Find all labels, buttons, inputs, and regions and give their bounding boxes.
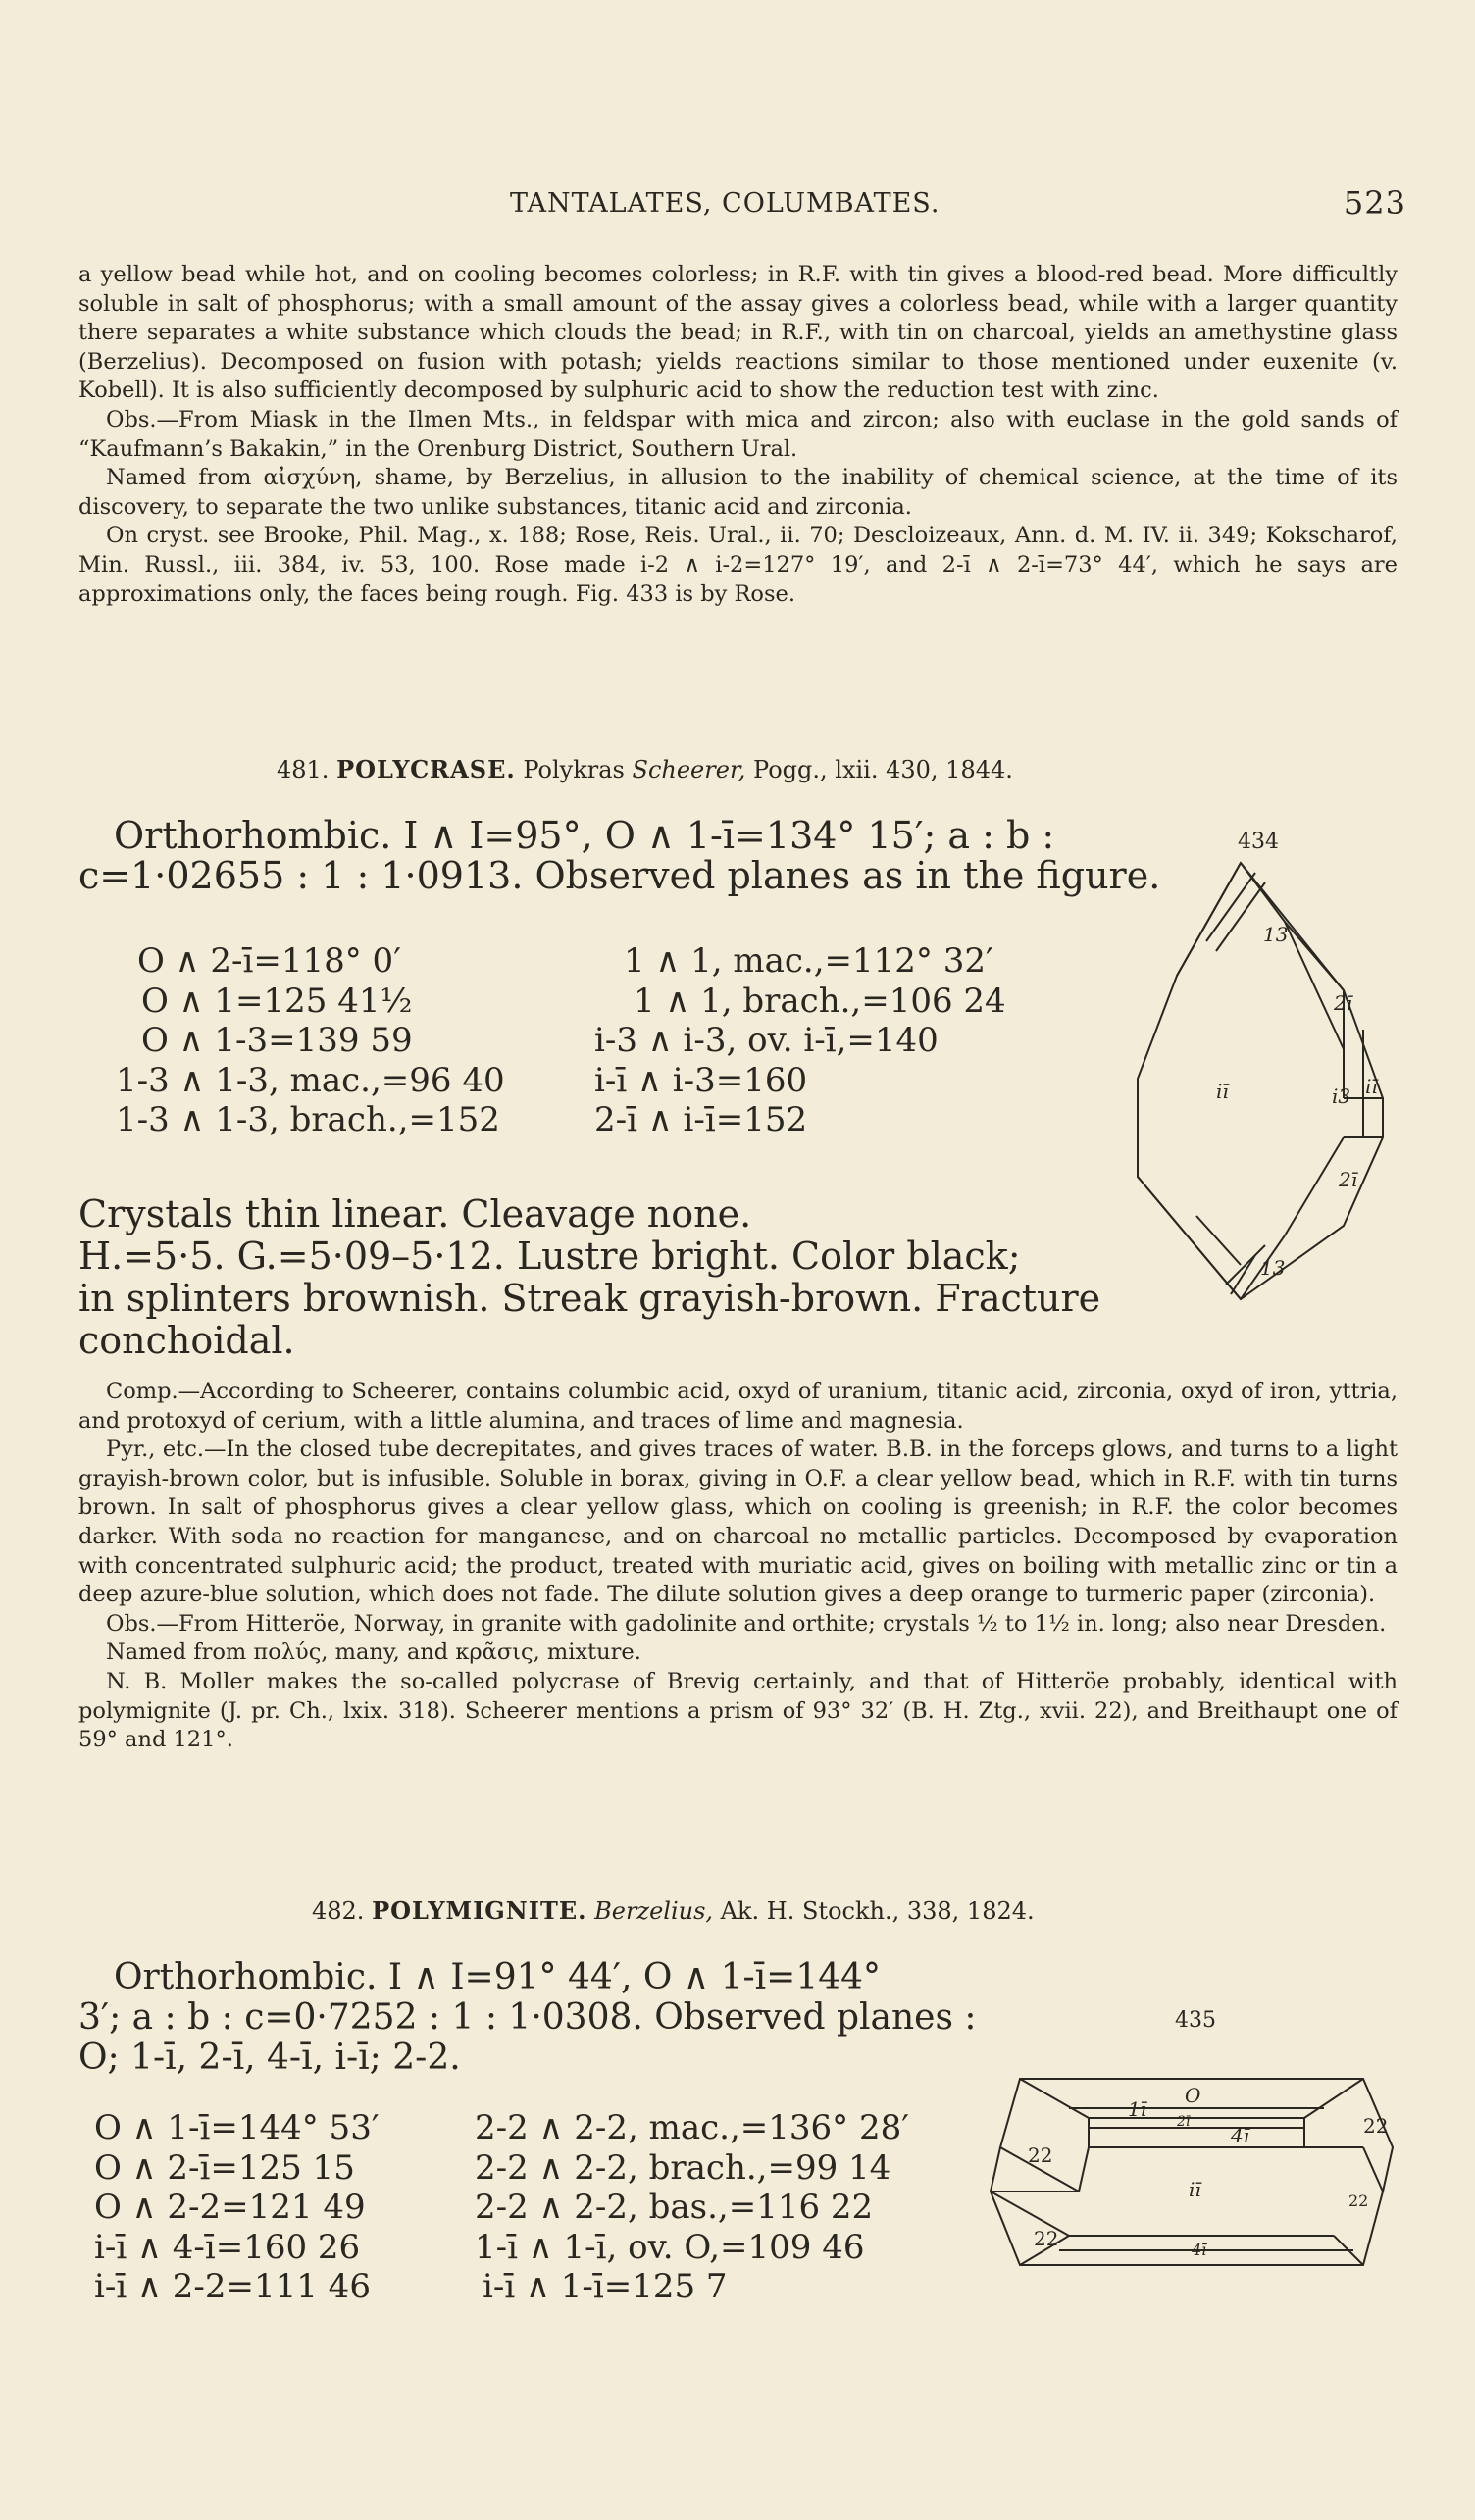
angle-entry: 1-ī ∧ 1-ī, ov. O,=109 46 [475, 2227, 865, 2267]
paragraph: Named from αἰσχύνη, shame, by Berzelius, in allusion to the inability of chemical science, at the time of its discovery, to separate the two unlike substances, titanic acid and zirconia. [78, 465, 1398, 520]
face-label: 22 [1348, 2192, 1369, 2210]
paragraph: Obs.—From Hitteröe, Norway, in granite with gadolinite and orthite; crystals ½ to 1½ in. long; also near Dresden. [106, 1610, 1387, 1637]
angle-entry: O ∧ 1-3=139 59 [141, 1021, 413, 1060]
angle-table-right [594, 941, 1006, 1140]
paragraph: Comp.—According to Scheerer, contains columbic acid, oxyd of uranium, titanic acid, zirconia, oxyd of iron, yttria, and protoxyd of cerium, with a little alumina, and traces of lime and magnesia. [78, 1379, 1398, 1434]
crystal-figure-434 [1118, 853, 1412, 1314]
description-line: Crystals thin linear. Cleavage none. [78, 1192, 752, 1235]
crystal-outline [1138, 863, 1383, 1299]
page-header [78, 184, 1406, 224]
crystal-figure-435 [981, 2059, 1402, 2285]
figure-number: 434 [1238, 830, 1279, 854]
author: Berzelius, [594, 1897, 714, 1925]
physical-description [78, 1193, 1100, 1362]
section-number: 482. [312, 1897, 365, 1925]
running-title: TANTALATES, COLUMBATES. [510, 188, 941, 219]
angle-entry: 1 ∧ 1, mac.,=112° 32′ [624, 941, 993, 981]
angle-entry: i-ī ∧ i-3=160 [594, 1060, 808, 1100]
angle-entry: i-ī ∧ 1-ī=125 7 [483, 2267, 728, 2306]
face-label: 2ī [1334, 991, 1353, 1015]
angle-entry: O ∧ 2-2=121 49 [94, 2188, 366, 2227]
face-label: 13 [1260, 1256, 1286, 1280]
face-label: 4ī [1192, 2241, 1207, 2259]
polycrase-notes [78, 1378, 1398, 1755]
face-label: O [1185, 2084, 1201, 2107]
angle-entry: O ∧ 2-ī=125 15 [94, 2147, 355, 2188]
angle-entry: O ∧ 1=125 41½ [141, 981, 413, 1021]
description-line: conchoidal. [78, 1319, 295, 1362]
angle-table-left [94, 2108, 380, 2307]
angle-entry: i-ī ∧ 2-2=111 46 [94, 2267, 371, 2306]
paragraph: Obs.—From Miask in the Ilmen Mts., in feldspar with mica and zircon; also with euclase in the gold sands of “Kaufmann’s Bakakin,” in the Orenburg District, Southern Ural. [78, 406, 1398, 462]
face-label: 4ī [1231, 2124, 1250, 2147]
aeschynite-continuation [78, 261, 1398, 609]
author: Scheerer, [632, 756, 746, 783]
angle-entry: 2-2 ∧ 2-2, brach.,=99 14 [475, 2147, 891, 2188]
angle-entry: i-3 ∧ i-3, ov. i-ī,=140 [594, 1021, 939, 1060]
section-title-polymignite [312, 1896, 1035, 1925]
crystal-system-line: Orthorhombic. I ∧ I=91° 44′, O ∧ 1-ī=144° [114, 1957, 882, 1997]
mineral-name: POLYCRASE. [336, 755, 516, 783]
angle-entry: 1 ∧ 1, brach.,=106 24 [634, 981, 1006, 1021]
face-label: 1ī [1128, 2097, 1147, 2121]
reference: Ak. H. Stockh., 338, 1824. [720, 1897, 1035, 1925]
angle-entry: 1-3 ∧ 1-3, brach.,=152 [116, 1100, 500, 1139]
angle-entry: 2-ī ∧ i-ī=152 [594, 1100, 808, 1139]
face-label: 22 [1028, 2143, 1053, 2167]
synonym: Polykras [523, 756, 625, 783]
paragraph: a yellow bead while hot, and on cooling becomes colorless; in R.F. with tin gives a blood-red bead. More difficultly soluble in salt of phosphorus; with a small amount of the assay gives a colorless bead, while with a larger quantity there separates a white substance which clouds the bead; in R.F., with tin on charcoal, yields an amethystine glass (Berzelius). Decomposed on fusion with potash; yields reactions similar to those mentioned under euxenite (v. Kobell). It is also sufficiently decomposed by sulphuric acid to show the reduction test with zinc. [78, 262, 1398, 404]
angle-table-right [475, 2108, 909, 2307]
angle-entry: O ∧ 2-ī=118° 0′ [137, 941, 401, 981]
section-title-polycrase [277, 755, 1013, 783]
angle-entry: O ∧ 1-ī=144° 53′ [94, 2108, 380, 2147]
face-label: 13 [1263, 923, 1289, 946]
planes-line: O; 1-ī, 2-ī, 4-ī, i-ī; 2-2. [78, 2038, 461, 2078]
face-label: 2ī [1339, 1168, 1358, 1191]
angle-table-left [116, 941, 505, 1140]
face-label: iī [1365, 1075, 1378, 1098]
crystal-system-line: Orthorhombic. I ∧ I=95°, O ∧ 1-ī=134° 15′; a : b : [114, 814, 1055, 857]
figure-number: 435 [1175, 2008, 1216, 2033]
section-number: 481. [277, 756, 330, 783]
face-label: i3 [1332, 1084, 1351, 1108]
angle-entry: 2-2 ∧ 2-2, bas.,=116 22 [475, 2188, 874, 2227]
description-line: H.=5·5. G.=5·09–5·12. Lustre bright. Color black; [78, 1235, 1021, 1278]
face-label: iī [1189, 2178, 1201, 2201]
paragraph: N. B. Moller makes the so-called polycrase of Brevig certainly, and that of Hitteröe probably, identical with polymignite (J. pr. Ch., lxix. 318). Scheerer mentions a prism of 93° 32′ (B. H. Ztg., xvii. 22), and Breithaupt one of 59° and 121°. [78, 1668, 1398, 1753]
description-line: in splinters brownish. Streak grayish-brown. Fracture [78, 1277, 1101, 1320]
paragraph: On cryst. see Brooke, Phil. Mag., x. 188; Rose, Reis. Ural., ii. 70; Descloizeaux, Ann. d. M. IV. ii. 349; Kokscharof, Min. Russl., iii. 384, iv. 53, 100. Rose made i-2 ∧ i-2=127° 19′, and 2-ī ∧ 2-ī=73° 44′, which he says are approximations only, the faces being rough. Fig. 433 is by Rose. [78, 523, 1398, 607]
paragraph: Pyr., etc.—In the closed tube decrepitates, and gives traces of water. B.B. in the forceps glows, and turns to a light grayish-brown color, but is infusible. Soluble in borax, giving in O.F. a clear yellow bead, which in R.F. with tin turns brown. In salt of phosphorus gives a clear yellow glass, which on cooling is greenish; in R.F. the color becomes darker. With soda no reaction for manganese, and on charcoal no metallic particles. Decomposed by evaporation with concentrated sulphuric acid; the product, treated with muriatic acid, gives on boiling with metallic zinc or tin a deep azure-blue solution, which does not fade. The dilute solution gives a deep orange to turmeric paper (zirconia). [78, 1436, 1398, 1608]
axial-ratio-line: 3′; a : b : c=0·7252 : 1 : 1·0308. Observed planes : [78, 1997, 977, 2038]
face-label: iī [1216, 1080, 1229, 1103]
angle-entry: 1-3 ∧ 1-3, mac.,=96 40 [116, 1060, 505, 1100]
face-label: 2ī [1177, 2114, 1191, 2130]
page-number: 523 [1343, 184, 1406, 222]
angle-entry: 2-2 ∧ 2-2, mac.,=136° 28′ [475, 2108, 909, 2147]
axial-ratio-line: c=1·02655 : 1 : 1·0913. Observed planes as in the figure. [78, 854, 1161, 897]
face-label: 22 [1034, 2227, 1059, 2250]
reference: Pogg., lxii. 430, 1844. [753, 756, 1013, 783]
mineral-name: POLYMIGNITE. [372, 1896, 587, 1925]
face-label: 22 [1363, 2114, 1389, 2138]
angle-entry: i-ī ∧ 4-ī=160 26 [94, 2227, 361, 2267]
paragraph: Named from πολύς, many, and κρᾶσις, mixture. [106, 1639, 641, 1666]
